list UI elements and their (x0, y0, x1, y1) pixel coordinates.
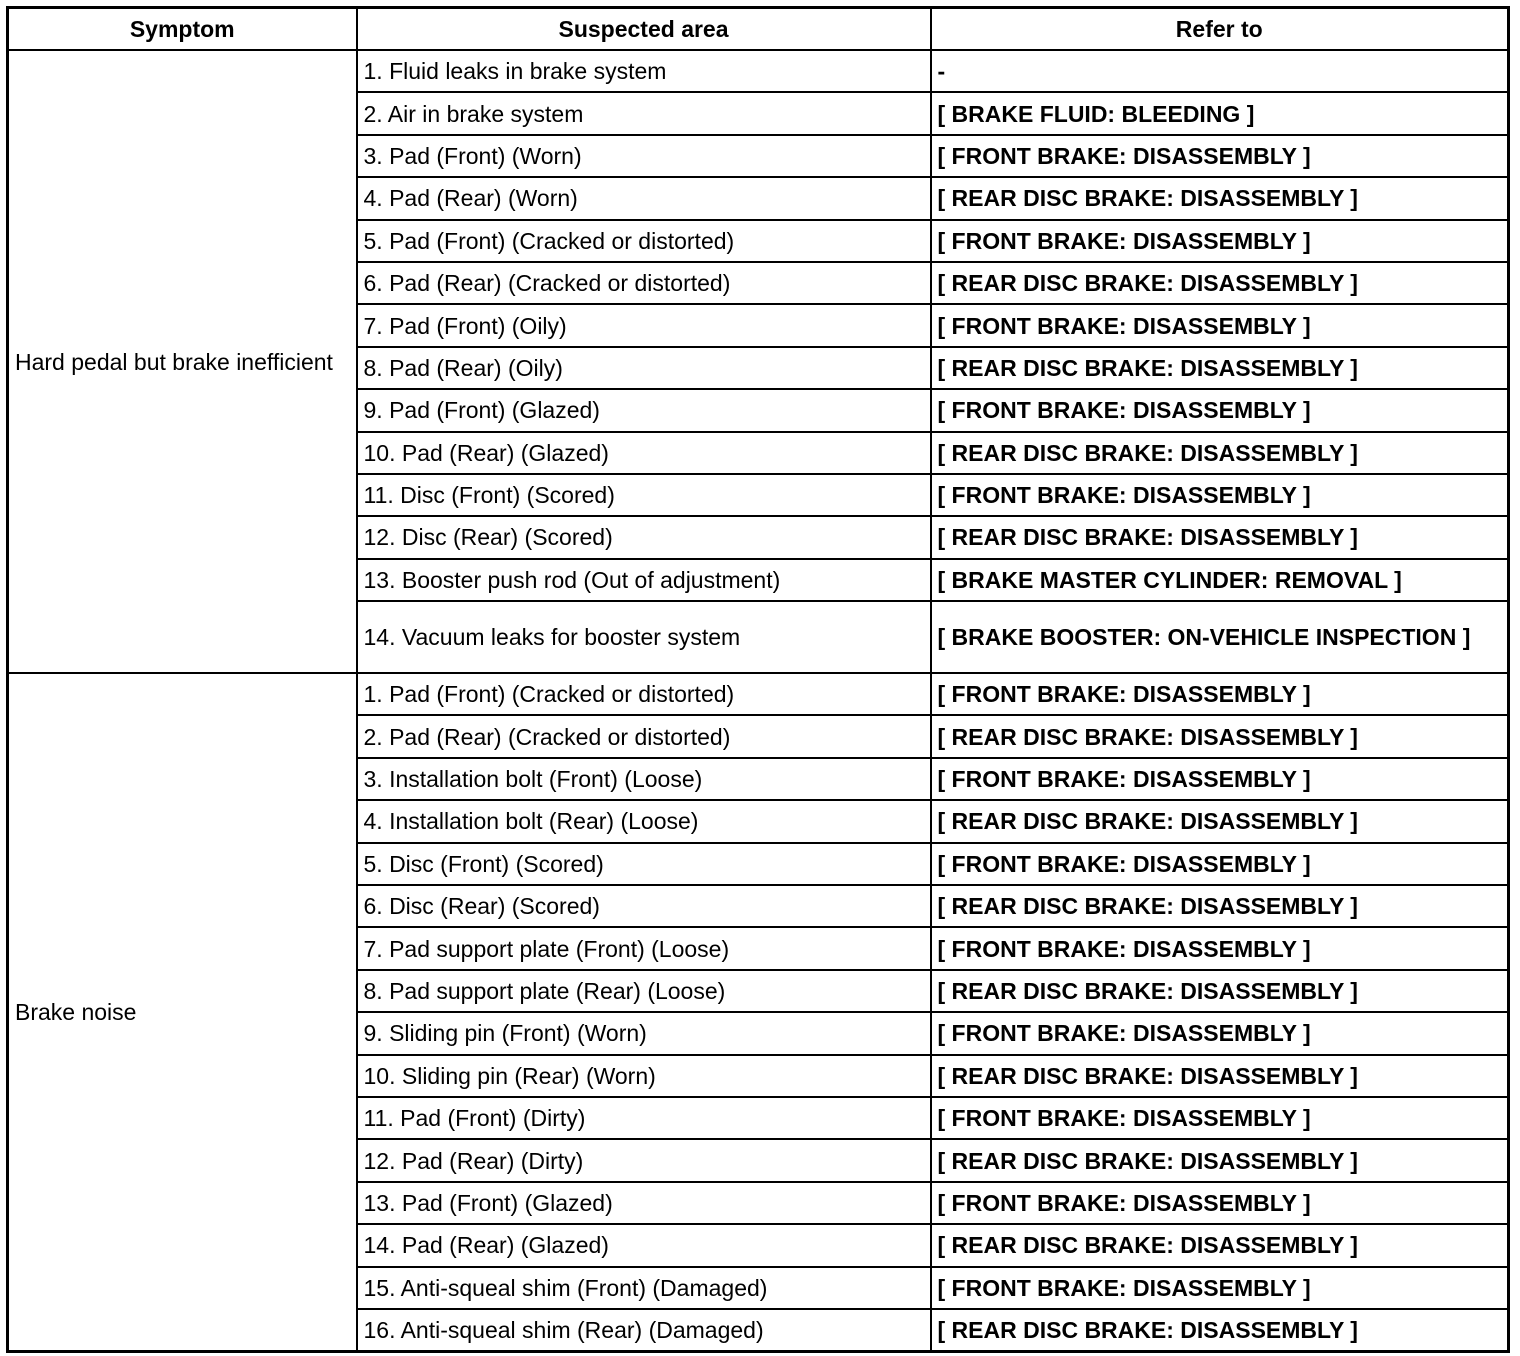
suspected-area-cell: 9. Pad (Front) (Glazed) (357, 389, 931, 431)
suspected-area-cell: 3. Installation bolt (Front) (Loose) (357, 758, 931, 800)
refer-to-cell: [ FRONT BRAKE: DISASSEMBLY ] (931, 220, 1509, 262)
refer-to-cell: [ REAR DISC BRAKE: DISASSEMBLY ] (931, 1309, 1509, 1352)
refer-to-cell: [ FRONT BRAKE: DISASSEMBLY ] (931, 843, 1509, 885)
suspected-area-cell: 6. Disc (Rear) (Scored) (357, 885, 931, 927)
refer-to-cell: [ FRONT BRAKE: DISASSEMBLY ] (931, 1097, 1509, 1139)
refer-to-cell: [ BRAKE BOOSTER: ON-VEHICLE INSPECTION ] (931, 601, 1509, 673)
header-symptom: Symptom (8, 8, 357, 51)
suspected-area-cell: 4. Installation bolt (Rear) (Loose) (357, 800, 931, 842)
suspected-area-cell: 12. Pad (Rear) (Dirty) (357, 1139, 931, 1181)
troubleshooting-table (6, 6, 1510, 1353)
suspected-area-cell: 3. Pad (Front) (Worn) (357, 135, 931, 177)
refer-to-cell: [ FRONT BRAKE: DISASSEMBLY ] (931, 758, 1509, 800)
refer-to-cell: [ FRONT BRAKE: DISASSEMBLY ] (931, 1182, 1509, 1224)
suspected-area-cell: 8. Pad support plate (Rear) (Loose) (357, 970, 931, 1012)
refer-to-cell: [ FRONT BRAKE: DISASSEMBLY ] (931, 927, 1509, 969)
suspected-area-cell: 10. Sliding pin (Rear) (Worn) (357, 1055, 931, 1097)
table-row (8, 673, 1509, 715)
suspected-area-cell: 9. Sliding pin (Front) (Worn) (357, 1012, 931, 1054)
suspected-area-cell: 16. Anti-squeal shim (Rear) (Damaged) (357, 1309, 931, 1352)
table-body (8, 50, 1509, 1352)
suspected-area-cell: 13. Booster push rod (Out of adjustment) (357, 559, 931, 601)
header-suspected-area: Suspected area (357, 8, 931, 51)
refer-to-cell: [ FRONT BRAKE: DISASSEMBLY ] (931, 474, 1509, 516)
refer-to-cell: [ BRAKE MASTER CYLINDER: REMOVAL ] (931, 559, 1509, 601)
suspected-area-cell: 12. Disc (Rear) (Scored) (357, 516, 931, 558)
header-row (8, 8, 1509, 51)
suspected-area-cell: 7. Pad support plate (Front) (Loose) (357, 927, 931, 969)
suspected-area-cell: 2. Air in brake system (357, 92, 931, 134)
suspected-area-cell: 13. Pad (Front) (Glazed) (357, 1182, 931, 1224)
suspected-area-cell: 11. Disc (Front) (Scored) (357, 474, 931, 516)
suspected-area-cell: 2. Pad (Rear) (Cracked or distorted) (357, 715, 931, 757)
refer-to-cell: [ REAR DISC BRAKE: DISASSEMBLY ] (931, 432, 1509, 474)
refer-to-cell: [ REAR DISC BRAKE: DISASSEMBLY ] (931, 262, 1509, 304)
header-refer-to: Refer to (931, 8, 1509, 51)
suspected-area-cell: 4. Pad (Rear) (Worn) (357, 177, 931, 219)
symptom-cell: Hard pedal but brake inefficient (8, 50, 357, 673)
suspected-area-cell: 14. Vacuum leaks for booster system (357, 601, 931, 673)
symptom-cell: Brake noise (8, 673, 357, 1352)
suspected-area-cell: 11. Pad (Front) (Dirty) (357, 1097, 931, 1139)
refer-to-cell: - (931, 50, 1509, 92)
suspected-area-cell: 7. Pad (Front) (Oily) (357, 304, 931, 346)
suspected-area-cell: 5. Disc (Front) (Scored) (357, 843, 931, 885)
refer-to-cell: [ REAR DISC BRAKE: DISASSEMBLY ] (931, 177, 1509, 219)
suspected-area-cell: 15. Anti-squeal shim (Front) (Damaged) (357, 1267, 931, 1309)
refer-to-cell: [ REAR DISC BRAKE: DISASSEMBLY ] (931, 970, 1509, 1012)
refer-to-cell: [ REAR DISC BRAKE: DISASSEMBLY ] (931, 715, 1509, 757)
suspected-area-cell: 8. Pad (Rear) (Oily) (357, 347, 931, 389)
suspected-area-cell: 1. Pad (Front) (Cracked or distorted) (357, 673, 931, 715)
suspected-area-cell: 14. Pad (Rear) (Glazed) (357, 1224, 931, 1266)
refer-to-cell: [ REAR DISC BRAKE: DISASSEMBLY ] (931, 516, 1509, 558)
suspected-area-cell: 1. Fluid leaks in brake system (357, 50, 931, 92)
refer-to-cell: [ FRONT BRAKE: DISASSEMBLY ] (931, 673, 1509, 715)
table-header (8, 8, 1509, 51)
refer-to-cell: [ FRONT BRAKE: DISASSEMBLY ] (931, 304, 1509, 346)
table-row (8, 50, 1509, 92)
refer-to-cell: [ FRONT BRAKE: DISASSEMBLY ] (931, 1267, 1509, 1309)
refer-to-cell: [ REAR DISC BRAKE: DISASSEMBLY ] (931, 800, 1509, 842)
refer-to-cell: [ REAR DISC BRAKE: DISASSEMBLY ] (931, 1139, 1509, 1181)
refer-to-cell: [ BRAKE FLUID: BLEEDING ] (931, 92, 1509, 134)
refer-to-cell: [ FRONT BRAKE: DISASSEMBLY ] (931, 1012, 1509, 1054)
suspected-area-cell: 6. Pad (Rear) (Cracked or distorted) (357, 262, 931, 304)
refer-to-cell: [ REAR DISC BRAKE: DISASSEMBLY ] (931, 1224, 1509, 1266)
refer-to-cell: [ FRONT BRAKE: DISASSEMBLY ] (931, 389, 1509, 431)
refer-to-cell: [ REAR DISC BRAKE: DISASSEMBLY ] (931, 885, 1509, 927)
suspected-area-cell: 10. Pad (Rear) (Glazed) (357, 432, 931, 474)
refer-to-cell: [ REAR DISC BRAKE: DISASSEMBLY ] (931, 347, 1509, 389)
refer-to-cell: [ FRONT BRAKE: DISASSEMBLY ] (931, 135, 1509, 177)
refer-to-cell: [ REAR DISC BRAKE: DISASSEMBLY ] (931, 1055, 1509, 1097)
suspected-area-cell: 5. Pad (Front) (Cracked or distorted) (357, 220, 931, 262)
